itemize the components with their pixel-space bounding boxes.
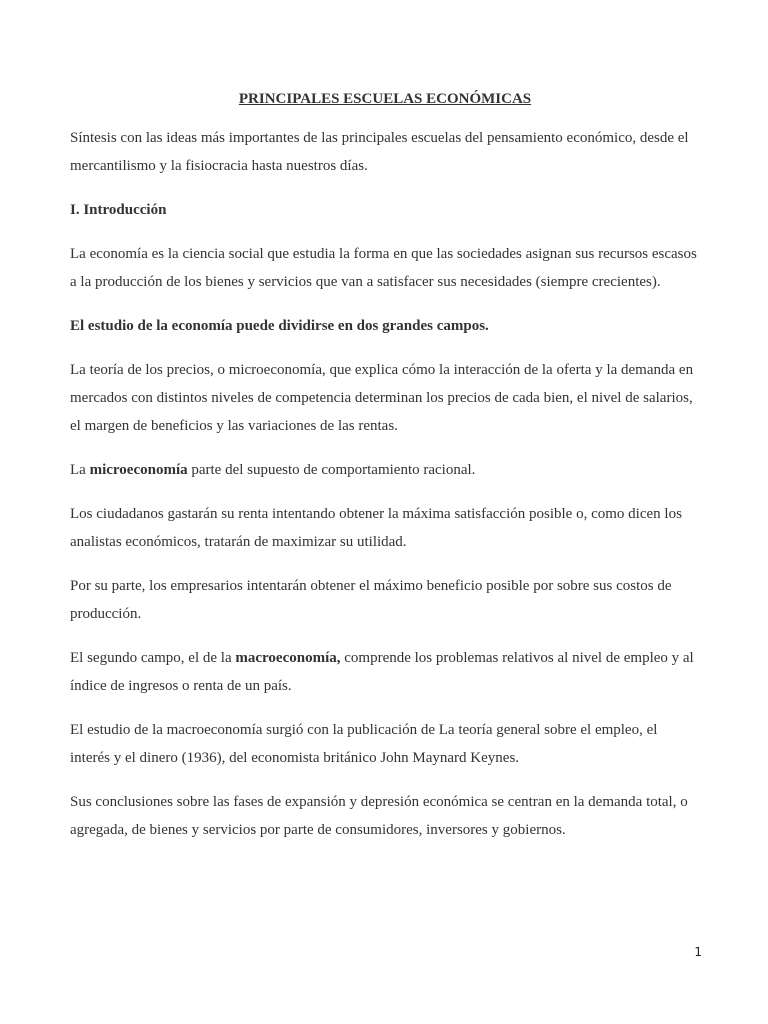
paragraph-ciudadanos: Los ciudadanos gastarán su renta intentando obtener la máxima satisfacción posible o, como dicen los analistas económicos, tratarán de maximizar su utilidad. [70, 506, 682, 550]
micro-bold-text: microeconomía [89, 462, 188, 478]
paragraph-teoria-precios: La teoría de los precios, o microeconomía, que explica cómo la interacción de la oferta y la demanda en mercados con distintos niveles de competencia determinan los precios de cada bien, el nivel de salarios, el margen de beneficios y las variaciones de las rentas. [70, 362, 694, 434]
section-heading: I. Introducción [70, 202, 167, 218]
macro-post-text: comprende los problemas relativos al nivel de empleo y al índice de ingresos o renta de un país. [70, 650, 694, 694]
campos-bold-text: El estudio de la economía puede dividirse en dos grandes campos. [70, 318, 489, 334]
intro-paragraph: Síntesis con las ideas más importantes de las principales escuelas del pensamiento económico, desde el mercantilismo y la fisiocracia hasta nuestros días. [70, 130, 689, 174]
paragraph-microeconomia [70, 456, 700, 484]
paragraph-keynes: El estudio de la macroeconomía surgió con la publicación de La teoría general sobre el empleo, el interés y el dinero (1936), del economista británico John Maynard Keynes. [70, 722, 658, 766]
page-number: 1 [694, 945, 702, 959]
paragraph-campos [70, 312, 700, 340]
paragraph-macroeconomia [70, 644, 700, 700]
document-title: PRINCIPALES ESCUELAS ECONÓMICAS [238, 91, 532, 107]
paragraph-conclusiones: Sus conclusiones sobre las fases de expansión y depresión económica se centran en la demanda total, o agregada, de bienes y servicios por parte de consumidores, inversores y gobiernos. [70, 794, 688, 838]
micro-post-text: parte del supuesto de comportamiento racional. [187, 462, 476, 478]
paragraph-empresarios: Por su parte, los empresarios intentarán obtener el máximo beneficio posible por sobre sus costos de producción. [70, 578, 672, 622]
macro-pre-text: El segundo campo, el de la [70, 650, 236, 666]
document-body [70, 85, 700, 860]
macro-bold-text: macroeconomía, [235, 650, 341, 666]
paragraph-economia: La economía es la ciencia social que estudia la forma en que las sociedades asignan sus recursos escasos a la producción de los bienes y servicios que van a satisfacer sus necesidades (siempre crecientes). [70, 246, 697, 290]
micro-pre-text: La [70, 462, 90, 478]
